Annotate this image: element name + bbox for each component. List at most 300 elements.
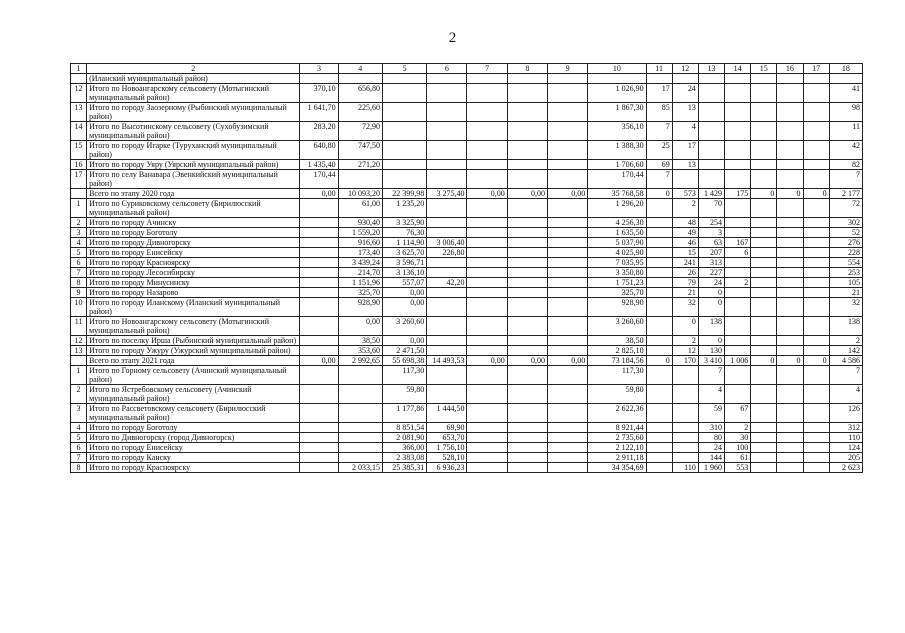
row-number: 1 xyxy=(71,199,87,218)
table-cell xyxy=(507,443,547,453)
table-cell xyxy=(547,404,587,423)
table-cell xyxy=(646,317,672,336)
table-cell xyxy=(725,141,751,160)
table-cell xyxy=(725,228,751,238)
table-cell xyxy=(547,103,587,122)
column-number: 10 xyxy=(588,64,646,74)
table-cell xyxy=(467,346,507,356)
table-cell: 271,20 xyxy=(338,160,382,170)
column-number: 6 xyxy=(427,64,467,74)
table-cell xyxy=(300,433,338,443)
table-cell xyxy=(507,103,547,122)
table-cell: 0,00 xyxy=(338,317,382,336)
table-cell xyxy=(646,366,672,385)
table-cell xyxy=(338,385,382,404)
data-table xyxy=(70,63,863,473)
table-cell xyxy=(467,199,507,218)
table-cell xyxy=(300,463,338,473)
table-cell: 1 296,20 xyxy=(588,199,646,218)
table-cell: 930,40 xyxy=(338,218,382,228)
table-cell xyxy=(777,199,803,218)
table-cell xyxy=(777,433,803,443)
table-cell xyxy=(427,336,467,346)
table-cell: 1 388,30 xyxy=(588,141,646,160)
table-cell xyxy=(507,385,547,404)
table-cell xyxy=(646,228,672,238)
table-cell xyxy=(588,74,646,84)
table-cell xyxy=(777,74,803,84)
row-label: Всего по этапу 2020 года xyxy=(87,189,300,199)
row-label: Итого по Рассветовскому сельсовету (Бирилюсский муниципальный район) xyxy=(87,404,300,423)
table-cell: 3 325,90 xyxy=(382,218,426,228)
table-cell xyxy=(547,278,587,288)
row-label: Итого по Дивногорску (город Дивногорск) xyxy=(87,433,300,443)
table-cell xyxy=(338,443,382,453)
table-cell: 7 xyxy=(829,366,862,385)
table-cell xyxy=(300,199,338,218)
table-cell xyxy=(507,433,547,443)
table-cell xyxy=(382,122,426,141)
table-cell xyxy=(751,228,777,238)
table-cell xyxy=(467,317,507,336)
table-cell xyxy=(338,433,382,443)
table-cell xyxy=(427,366,467,385)
column-number: 17 xyxy=(803,64,829,74)
table-cell: 21 xyxy=(829,288,862,298)
table-cell xyxy=(646,404,672,423)
table-row xyxy=(71,356,863,366)
table-cell: 117,30 xyxy=(382,366,426,385)
row-number: 15 xyxy=(71,141,87,160)
row-label: Итого по городу Канску xyxy=(87,453,300,463)
table-cell xyxy=(382,74,426,84)
table-cell xyxy=(777,423,803,433)
table-cell: 1 151,96 xyxy=(338,278,382,288)
table-cell: 0 xyxy=(698,336,724,346)
table-cell: 1 751,23 xyxy=(588,278,646,288)
table-cell: 2 xyxy=(829,336,862,346)
table-cell: 653,70 xyxy=(427,433,467,443)
table-cell: 11 xyxy=(829,122,862,141)
table-row xyxy=(71,423,863,433)
table-cell: 2 825,10 xyxy=(588,346,646,356)
table-cell xyxy=(467,268,507,278)
table-cell xyxy=(300,404,338,423)
row-number: 10 xyxy=(71,298,87,317)
table-cell xyxy=(751,385,777,404)
table-cell xyxy=(300,258,338,268)
table-cell xyxy=(382,84,426,103)
table-cell xyxy=(803,228,829,238)
table-cell xyxy=(751,336,777,346)
table-cell xyxy=(777,248,803,258)
table-cell xyxy=(300,298,338,317)
table-cell: 3 006,40 xyxy=(427,238,467,248)
table-cell xyxy=(300,317,338,336)
table-cell xyxy=(467,238,507,248)
table-cell: 5 037,90 xyxy=(588,238,646,248)
row-number: 2 xyxy=(71,218,87,228)
table-cell: 24 xyxy=(672,84,698,103)
table-cell xyxy=(467,170,507,189)
table-cell: 241 xyxy=(672,258,698,268)
column-number: 12 xyxy=(672,64,698,74)
table-cell xyxy=(646,443,672,453)
table-cell xyxy=(803,278,829,288)
row-number: 16 xyxy=(71,160,87,170)
table-cell xyxy=(751,170,777,189)
table-cell: 254 xyxy=(698,218,724,228)
table-cell: 8 921,44 xyxy=(588,423,646,433)
table-cell: 3 260,60 xyxy=(588,317,646,336)
table-cell: 928,90 xyxy=(588,298,646,317)
table-cell xyxy=(507,160,547,170)
table-cell xyxy=(751,443,777,453)
table-cell: 69,90 xyxy=(427,423,467,433)
table-cell: 353,60 xyxy=(338,346,382,356)
table-cell xyxy=(803,170,829,189)
table-cell: 640,80 xyxy=(300,141,338,160)
table-cell xyxy=(725,160,751,170)
table-cell xyxy=(300,248,338,258)
table-cell xyxy=(547,453,587,463)
table-cell xyxy=(725,258,751,268)
table-cell xyxy=(382,103,426,122)
column-number: 14 xyxy=(725,64,751,74)
table-cell xyxy=(646,385,672,404)
table-row xyxy=(71,404,863,423)
table-cell xyxy=(507,238,547,248)
table-cell xyxy=(338,423,382,433)
row-label: Итого по городу Красноярску xyxy=(87,463,300,473)
row-label: Итого по Новоангарскому сельсовету (Мотыгинский муниципальный район) xyxy=(87,317,300,336)
table-cell: 22 399,98 xyxy=(382,189,426,199)
table-cell xyxy=(672,423,698,433)
table-cell xyxy=(803,84,829,103)
table-cell: 35 768,58 xyxy=(588,189,646,199)
table-cell: 170,44 xyxy=(588,170,646,189)
row-number: 17 xyxy=(71,170,87,189)
table-cell: 0 xyxy=(672,317,698,336)
table-cell: 1 435,40 xyxy=(300,160,338,170)
table-cell: 1 429 xyxy=(698,189,724,199)
table-row xyxy=(71,141,863,160)
table-cell: 553 xyxy=(725,463,751,473)
row-label: Итого по городу Назарово xyxy=(87,288,300,298)
row-number: 9 xyxy=(71,288,87,298)
table-cell xyxy=(725,199,751,218)
table-cell: 61 xyxy=(725,453,751,463)
table-cell: 142 xyxy=(829,346,862,356)
table-cell xyxy=(751,103,777,122)
table-cell: 24 xyxy=(698,278,724,288)
table-cell xyxy=(751,298,777,317)
row-label: Итого по городу Игарке (Туруханский муниципальный район) xyxy=(87,141,300,160)
table-cell xyxy=(803,317,829,336)
table-cell xyxy=(467,103,507,122)
table-cell xyxy=(507,74,547,84)
table-row xyxy=(71,433,863,443)
table-cell xyxy=(646,463,672,473)
table-cell: 32 xyxy=(672,298,698,317)
table-cell: 173,40 xyxy=(338,248,382,258)
table-cell xyxy=(507,346,547,356)
row-label: Итого по городу Заозерному (Рыбинский муниципальный район) xyxy=(87,103,300,122)
table-cell xyxy=(507,423,547,433)
table-cell: 557,07 xyxy=(382,278,426,288)
table-cell: 0,00 xyxy=(547,356,587,366)
row-number: 3 xyxy=(71,404,87,423)
table-cell xyxy=(467,141,507,160)
table-cell xyxy=(427,74,467,84)
table-cell: 170,44 xyxy=(300,170,338,189)
table-cell: 656,80 xyxy=(338,84,382,103)
table-cell xyxy=(427,103,467,122)
table-cell: 0,00 xyxy=(382,288,426,298)
table-row xyxy=(71,84,863,103)
table-cell: 38,50 xyxy=(338,336,382,346)
table-cell: 10 093,20 xyxy=(338,189,382,199)
table-cell: 747,50 xyxy=(338,141,382,160)
table-cell: 4 586 xyxy=(829,356,862,366)
table-cell xyxy=(467,228,507,238)
table-row xyxy=(71,248,863,258)
table-cell: 1 706,60 xyxy=(588,160,646,170)
table-cell: 7 xyxy=(646,122,672,141)
table-cell xyxy=(646,248,672,258)
table-cell xyxy=(751,258,777,268)
row-number: 5 xyxy=(71,433,87,443)
table-cell: 100 xyxy=(725,443,751,453)
table-cell xyxy=(646,423,672,433)
table-cell: 3 596,71 xyxy=(382,258,426,268)
table-cell xyxy=(751,238,777,248)
table-cell: 4 256,30 xyxy=(588,218,646,228)
table-cell xyxy=(777,366,803,385)
table-cell xyxy=(777,404,803,423)
table-cell xyxy=(300,218,338,228)
page-number: 2 xyxy=(448,30,457,46)
table-cell: 42,20 xyxy=(427,278,467,288)
table-row xyxy=(71,317,863,336)
table-cell xyxy=(777,336,803,346)
table-cell xyxy=(467,404,507,423)
table-cell: 72,90 xyxy=(338,122,382,141)
row-number: 6 xyxy=(71,443,87,453)
table-cell xyxy=(427,218,467,228)
table-cell xyxy=(467,248,507,258)
table-row xyxy=(71,346,863,356)
table-cell: 4 xyxy=(672,122,698,141)
table-cell: 3 xyxy=(698,228,724,238)
table-cell: 356,10 xyxy=(588,122,646,141)
table-cell: 1 026,90 xyxy=(588,84,646,103)
table-row xyxy=(71,288,863,298)
table-cell xyxy=(777,228,803,238)
table-cell xyxy=(672,366,698,385)
table-row xyxy=(71,385,863,404)
table-cell: 313 xyxy=(698,258,724,268)
table-cell: 110 xyxy=(672,463,698,473)
table-cell xyxy=(300,228,338,238)
table-cell xyxy=(777,317,803,336)
table-cell xyxy=(338,404,382,423)
table-cell: 72 xyxy=(829,199,862,218)
table-cell xyxy=(725,336,751,346)
table-cell xyxy=(698,160,724,170)
column-number: 8 xyxy=(507,64,547,74)
table-cell xyxy=(672,170,698,189)
table-cell xyxy=(803,385,829,404)
table-cell xyxy=(427,199,467,218)
table-row xyxy=(71,238,863,248)
table-cell xyxy=(646,336,672,346)
table-cell xyxy=(300,453,338,463)
table-cell xyxy=(300,385,338,404)
row-label: Итого по городу Ачинску xyxy=(87,218,300,228)
table-cell: 12 xyxy=(672,346,698,356)
table-cell: 55 698,38 xyxy=(382,356,426,366)
table-cell: 38,50 xyxy=(588,336,646,346)
table-cell xyxy=(300,366,338,385)
row-number: 11 xyxy=(71,317,87,336)
table-cell: 1 177,86 xyxy=(382,404,426,423)
column-number: 2 xyxy=(87,64,300,74)
row-label: Итого по городу Боготолу xyxy=(87,228,300,238)
table-cell: 138 xyxy=(698,317,724,336)
table-cell xyxy=(467,336,507,346)
table-cell xyxy=(646,199,672,218)
table-cell xyxy=(803,103,829,122)
table-cell: 2 xyxy=(672,336,698,346)
table-cell xyxy=(547,122,587,141)
table-cell: 2 122,10 xyxy=(588,443,646,453)
table-cell xyxy=(751,463,777,473)
row-label: Итого по городу Енисейску xyxy=(87,248,300,258)
table-cell xyxy=(777,141,803,160)
table-cell xyxy=(338,366,382,385)
table-cell: 144 xyxy=(698,453,724,463)
table-cell xyxy=(467,278,507,288)
table-cell xyxy=(672,453,698,463)
table-cell xyxy=(467,385,507,404)
table-cell: 0,00 xyxy=(547,189,587,199)
table-cell xyxy=(547,238,587,248)
table-cell xyxy=(547,84,587,103)
column-number: 3 xyxy=(300,64,338,74)
table-cell xyxy=(777,298,803,317)
table-cell xyxy=(338,74,382,84)
table-cell: 117,30 xyxy=(588,366,646,385)
table-cell: 528,10 xyxy=(427,453,467,463)
table-cell: 130 xyxy=(698,346,724,356)
table-cell xyxy=(646,238,672,248)
table-cell: 70 xyxy=(698,199,724,218)
table-cell: 253 xyxy=(829,268,862,278)
table-cell xyxy=(803,218,829,228)
table-cell: 138 xyxy=(829,317,862,336)
table-cell xyxy=(803,199,829,218)
table-cell xyxy=(507,141,547,160)
table-cell: 170 xyxy=(672,356,698,366)
table-cell: 226,80 xyxy=(427,248,467,258)
column-number: 9 xyxy=(547,64,587,74)
table-cell xyxy=(427,122,467,141)
table-cell: 1 756,10 xyxy=(427,443,467,453)
table-cell xyxy=(803,268,829,278)
table-cell: 49 xyxy=(672,228,698,238)
table-cell xyxy=(507,268,547,278)
table-cell xyxy=(646,74,672,84)
table-row xyxy=(71,218,863,228)
table-cell xyxy=(547,141,587,160)
row-number: 13 xyxy=(71,103,87,122)
table-cell xyxy=(777,160,803,170)
table-cell xyxy=(803,453,829,463)
table-cell: 2 911,18 xyxy=(588,453,646,463)
row-number: 5 xyxy=(71,248,87,258)
row-label: Итого по городу Ужуру (Ужурский муниципальный район) xyxy=(87,346,300,356)
table-cell: 3 136,10 xyxy=(382,268,426,278)
table-cell xyxy=(698,122,724,141)
table-cell xyxy=(751,366,777,385)
column-number: 16 xyxy=(777,64,803,74)
table-cell: 73 184,56 xyxy=(588,356,646,366)
table-cell: 0,00 xyxy=(300,356,338,366)
table-cell: 2 623 xyxy=(829,463,862,473)
table-cell xyxy=(427,298,467,317)
table-cell xyxy=(725,218,751,228)
table-cell xyxy=(751,317,777,336)
table-cell: 225,60 xyxy=(338,103,382,122)
table-cell: 6 936,23 xyxy=(427,463,467,473)
table-cell xyxy=(300,238,338,248)
table-cell xyxy=(725,103,751,122)
table-cell: 2 735,60 xyxy=(588,433,646,443)
table-cell xyxy=(547,443,587,453)
row-number: 4 xyxy=(71,238,87,248)
table-cell xyxy=(467,453,507,463)
table-cell xyxy=(698,141,724,160)
table-cell: 0 xyxy=(751,189,777,199)
table-cell xyxy=(803,238,829,248)
table-cell xyxy=(300,288,338,298)
table-cell xyxy=(725,268,751,278)
table-cell: 110 xyxy=(829,433,862,443)
table-cell xyxy=(547,268,587,278)
table-cell xyxy=(646,258,672,268)
table-cell: 1 960 xyxy=(698,463,724,473)
row-number: 7 xyxy=(71,268,87,278)
table-cell xyxy=(751,433,777,443)
table-cell xyxy=(803,122,829,141)
table-cell: 0,00 xyxy=(507,189,547,199)
table-cell xyxy=(300,278,338,288)
row-label: Итого по Горному сельсовету (Ачинский муниципальный район) xyxy=(87,366,300,385)
table-cell: 0 xyxy=(777,189,803,199)
table-cell xyxy=(467,122,507,141)
table-cell xyxy=(698,103,724,122)
table-cell: 2 xyxy=(725,278,751,288)
table-cell xyxy=(507,122,547,141)
table-cell xyxy=(751,423,777,433)
table-cell xyxy=(803,298,829,317)
table-cell: 76,30 xyxy=(382,228,426,238)
table-cell: 2 471,50 xyxy=(382,346,426,356)
table-cell xyxy=(547,228,587,238)
table-cell xyxy=(725,385,751,404)
table-cell: 0 xyxy=(751,356,777,366)
